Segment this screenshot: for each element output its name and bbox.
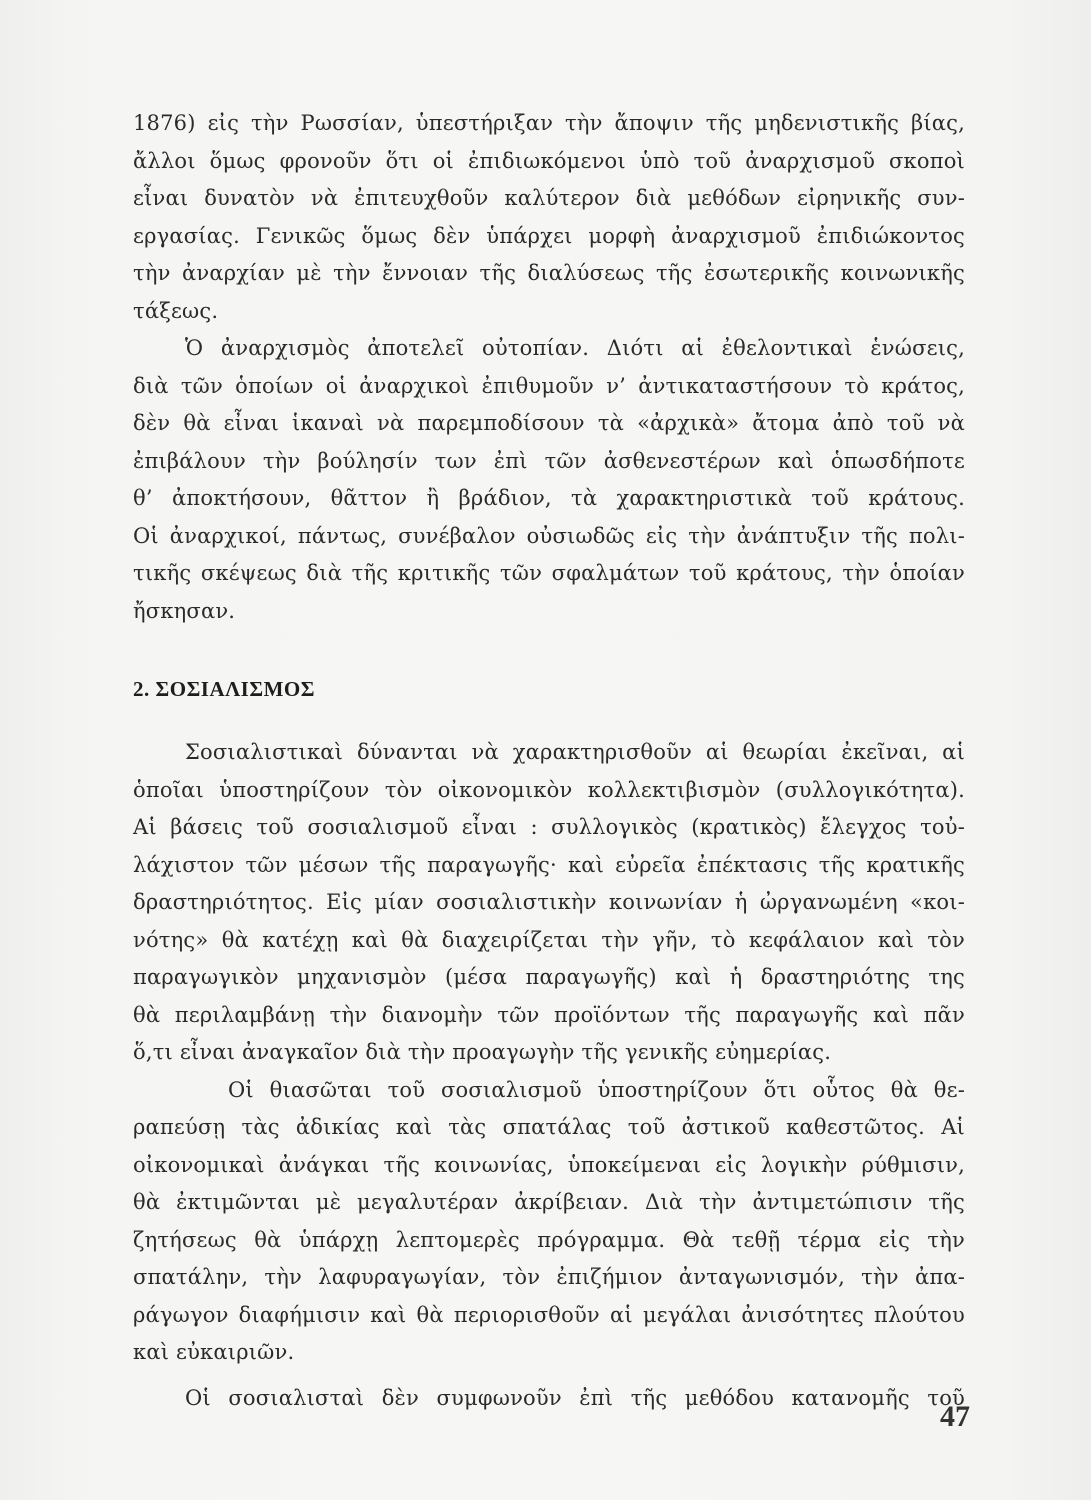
text-line: ζητήσεως θὰ ὑπάρχῃ λεπτομερὲς πρόγραμμα. Θὰ τεθῇ τέρμα εἰς τὴν: [133, 1227, 965, 1252]
text-line: ἐπιβάλουν τὴν βούλησίν των ἐπὶ τῶν ἀσθενεστέρων καὶ ὁπωσδήποτε: [133, 448, 965, 473]
text-line: τικῆς σκέψεως διὰ τῆς κριτικῆς τῶν σφαλμάτων τοῦ κράτους, τὴν ὁποίαν: [133, 561, 965, 585]
text-line: δὲν θὰ εἶναι ἱκαναὶ νὰ παρεμποδίσουν τὰ «ἀρχικὰ» ἄτομα ἀπὸ τοῦ νὰ: [133, 411, 965, 435]
text-line: ὁποῖαι ὑποστηρίζουν τὸν οἰκονομικὸν κολλεκτιβισμὸν (συλλογικότητα).: [133, 777, 965, 802]
text-line: ράγωγον διαφήμισιν καὶ θὰ περιορισθοῦν αἱ μεγάλαι ἀνισότητες πλούτου: [133, 1302, 965, 1327]
text-line: Ὁ ἀναρχισμὸς ἀποτελεῖ οὐτοπίαν. Διότι αἱ ἐθελοντικαὶ ἑνώσεις,: [185, 336, 965, 360]
text-line: νότης» θὰ κατέχῃ καὶ θὰ διαχειρίζεται τὴν γῆν, τὸ κεφάλαιον καὶ τὸν: [133, 927, 965, 952]
text-line: ραπεύσῃ τὰς ἀδικίας καὶ τὰς σπατάλας τοῦ ἀστικοῦ καθεστῶτος. Αἱ: [133, 1115, 965, 1139]
text-line: εἶναι δυνατὸν νὰ ἐπιτευχθοῦν καλύτερον διὰ μεθόδων εἰρηνικῆς συν-: [133, 186, 965, 210]
text-line: ὅ,τι εἶναι ἀναγκαῖον διὰ τὴν προαγωγὴν τῆς γενικῆς εὐημερίας.: [133, 1040, 832, 1064]
text-line: ἄλλοι ὅμως φρονοῦν ὅτι οἱ ἐπιδιωκόμενοι ὑπὸ τοῦ ἀναρχισμοῦ σκοποὶ: [133, 148, 965, 173]
text-line: θὰ ἐκτιμῶνται μὲ μεγαλυτέραν ἀκρίβειαν. Διὰ τὴν ἀντιμετώπισιν τῆς: [133, 1190, 965, 1214]
text-line: 1876) εἰς τὴν Ρωσσίαν, ὑπεστήριξαν τὴν ἄποψιν τῆς μηδενιστικῆς βίας,: [133, 111, 965, 135]
text-line: θὰ περιλαμβάνῃ τὴν διανομὴν τῶν προϊόντων τῆς παραγωγῆς καὶ πᾶν: [133, 1002, 965, 1027]
text-line: Οἱ σοσιαλισταὶ δὲν συμφωνοῦν ἐπὶ τῆς μεθόδου κατανομῆς τοῦ: [185, 1385, 965, 1410]
text-line: ἤσκησαν.: [133, 598, 236, 623]
text-line: καὶ εὐκαιριῶν.: [133, 1340, 295, 1364]
text-line: διὰ τῶν ὁποίων οἱ ἀναρχικοὶ ἐπιθυμοῦν ν’ ἀντικαταστήσουν τὸ κράτος,: [133, 373, 965, 398]
text-line: δραστηριότητος. Εἰς μίαν σοσιαλιστικὴν κοινωνίαν ἡ ὠργανωμένη «κοι-: [133, 890, 965, 914]
text-line: Οἱ ἀναρχικοί, πάντως, συνέβαλον οὐσιωδῶς εἰς τὴν ἀνάπτυξιν τῆς πολι-: [133, 523, 965, 548]
page-number: 47: [940, 1400, 970, 1433]
text-line: οἰκονομικαὶ ἀνάγκαι τῆς κοινωνίας, ὑποκείμεναι εἰς λογικὴν ρύθμισιν,: [133, 1152, 965, 1177]
text-line: Σοσιαλιστικαὶ δύνανται νὰ χαρακτηρισθοῦν αἱ θεωρίαι ἐκεῖναι, αἱ: [185, 740, 965, 764]
text-line: παραγωγικὸν μηχανισμὸν (μέσα παραγωγῆς) καὶ ἡ δραστηριότης της: [133, 965, 965, 989]
section-heading: 2. ΣΟΣΙΑΛΙΣΜΟΣ: [133, 677, 315, 701]
text-line: σπατάλην, τὴν λαφυραγωγίαν, τὸν ἐπιζήμιον ἀνταγωνισμόν, τὴν ἀπα-: [133, 1265, 965, 1289]
text-line: Οἱ θιασῶται τοῦ σοσιαλισμοῦ ὑποστηρίζουν ὅτι οὗτος θὰ θε-: [228, 1077, 965, 1102]
text-line: εργασίας. Γενικῶς ὅμως δὲν ὑπάρχει μορφὴ ἀναρχισμοῦ ἐπιδιώκοντος: [133, 223, 965, 248]
text-line: λάχιστον τῶν μέσων τῆς παραγωγῆς· καὶ εὐρεῖα ἐπέκτασις τῆς κρατικῆς: [133, 852, 965, 877]
text-block-anarchism: [133, 105, 965, 630]
text-line: Αἱ βάσεις τοῦ σοσιαλισμοῦ εἶναι : συλλογικὸς (κρατικὸς) ἔλεγχος τοὐ-: [133, 815, 965, 839]
text-line: τὴν ἀναρχίαν μὲ τὴν ἔννοιαν τῆς διαλύσεως τῆς ἐσωτερικῆς κοινωνικῆς: [133, 261, 965, 285]
text-block-socialism: [133, 734, 965, 1417]
text-line: θ’ ἀποκτήσουν, θᾶττον ἢ βράδιον, τὰ χαρακτηριστικὰ τοῦ κράτους.: [133, 486, 965, 510]
text-line: τάξεως.: [133, 298, 219, 323]
